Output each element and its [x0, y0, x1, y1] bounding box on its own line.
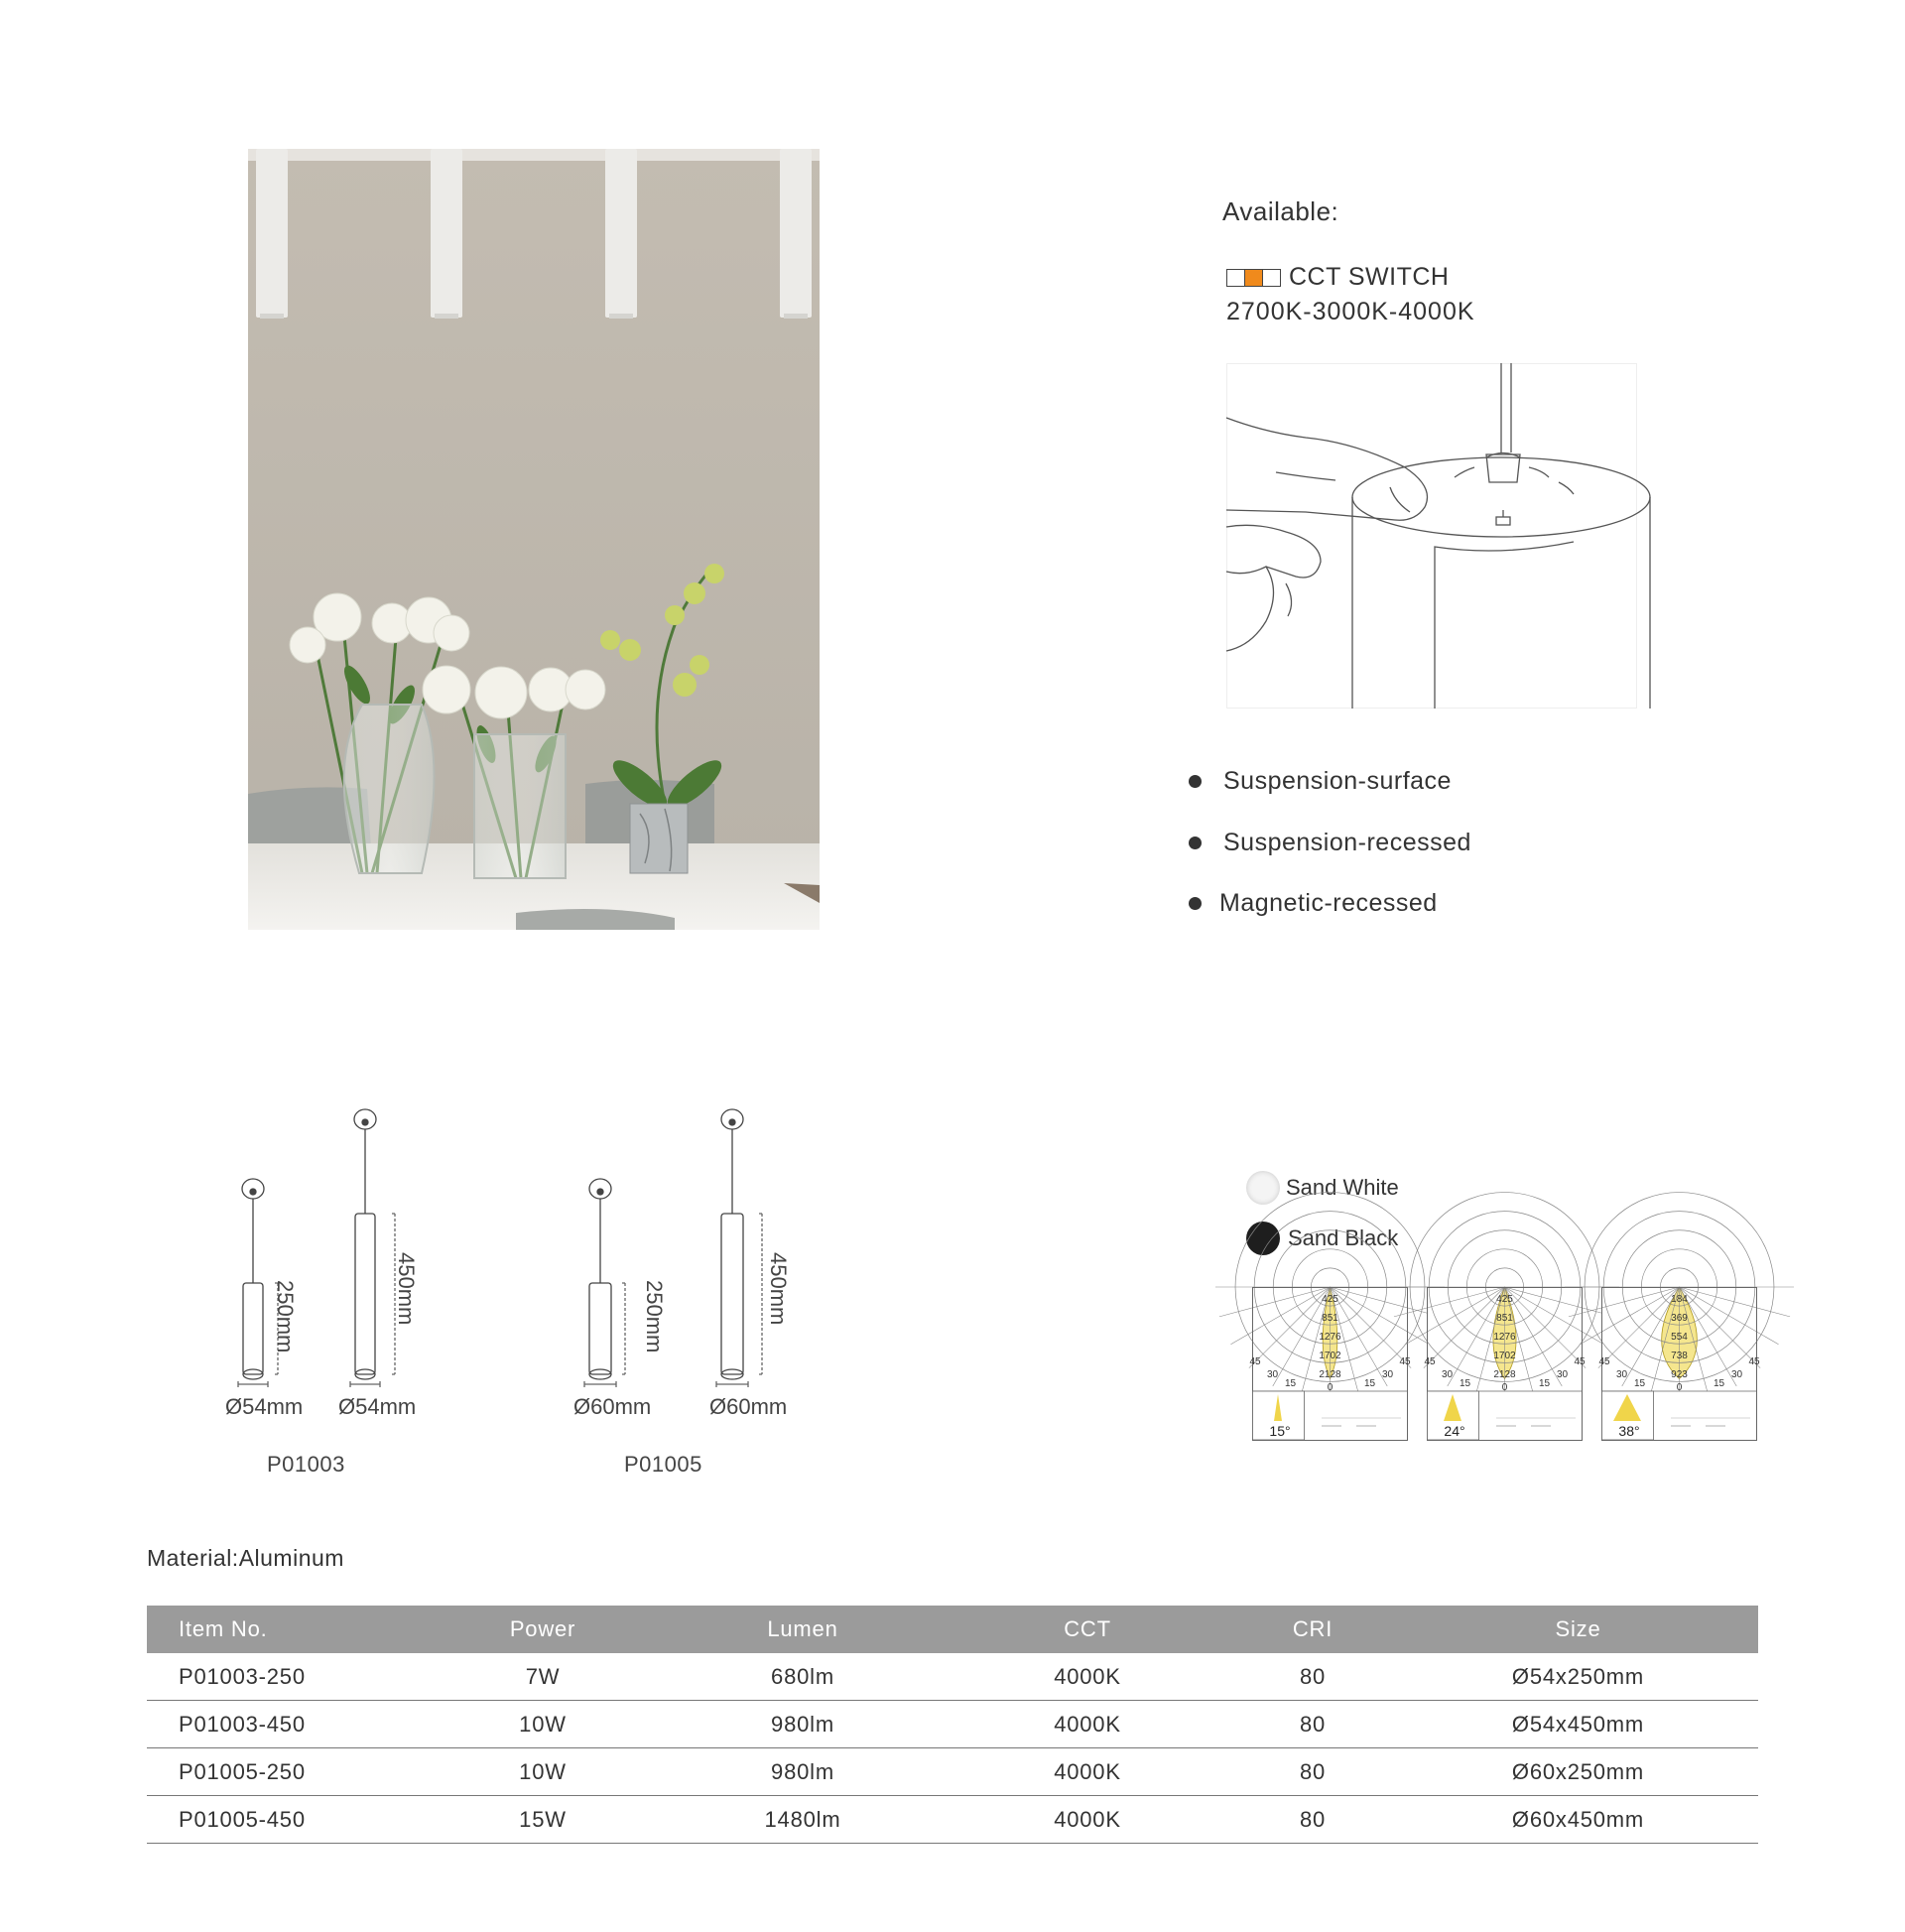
ring-label: 923	[1671, 1369, 1688, 1380]
table-cell: P01003-450	[147, 1701, 428, 1748]
cct-switch-illustration	[1226, 363, 1637, 708]
finish-sand-white: Sand White	[1246, 1171, 1399, 1205]
height-label: 450mm	[766, 1252, 791, 1326]
diameter-label: Ø60mm	[709, 1394, 788, 1419]
mount-option-suspension-recessed: Suspension-recessed	[1189, 829, 1471, 857]
table-cell: P01005-250	[147, 1748, 428, 1796]
table-cell: Ø54x450mm	[1398, 1701, 1758, 1748]
ring-label: 851	[1496, 1313, 1513, 1324]
angle-tick-label: 15	[1284, 1378, 1297, 1389]
cct-switch-text: CCT SWITCH	[1289, 263, 1450, 291]
angle-tick-label: 15	[1459, 1378, 1471, 1389]
table-row	[147, 1796, 1758, 1844]
table-cell: 10W	[428, 1748, 658, 1796]
angle-tick-label: 45	[1598, 1356, 1610, 1367]
model-name: P01005	[624, 1452, 702, 1477]
finish-sand-black: Sand Black	[1246, 1222, 1398, 1255]
height-label: 250mm	[273, 1280, 298, 1353]
angle-tick-label: 45	[1399, 1356, 1411, 1367]
table-cell: 4000K	[948, 1796, 1227, 1844]
ring-label: 1276	[1319, 1332, 1341, 1343]
table-cell: 980lm	[658, 1701, 948, 1748]
table-cell: Ø60x250mm	[1398, 1748, 1758, 1796]
table-cell: Ø54x250mm	[1398, 1653, 1758, 1701]
table-cell: 4000K	[948, 1701, 1227, 1748]
cct-switch-icon	[1226, 269, 1281, 287]
cct-switch-label	[1226, 263, 1449, 292]
ring-label: 554	[1671, 1332, 1688, 1343]
sand-black-swatch	[1246, 1222, 1280, 1255]
ring-label: 2128	[1493, 1369, 1516, 1380]
angle-tick-label: 45	[1748, 1356, 1760, 1367]
bullet-icon	[1189, 775, 1202, 788]
beam-angle-chart	[1598, 1287, 1760, 1441]
cct-range: 2700K-3000K-4000K	[1226, 298, 1475, 325]
bullet-icon	[1189, 897, 1202, 910]
available-title: Available:	[1222, 196, 1339, 226]
bullet-icon	[1189, 837, 1202, 849]
angle-tick-label: 30	[1266, 1369, 1279, 1380]
dimension-drawing-p01005	[566, 1101, 794, 1389]
col-item-no: Item No.	[147, 1606, 428, 1653]
angle-tick-label: 45	[1424, 1356, 1436, 1367]
table-cell: 80	[1227, 1653, 1398, 1701]
table-cell: 10W	[428, 1701, 658, 1748]
beam-angle-label: 38°	[1618, 1423, 1640, 1439]
height-label: 250mm	[642, 1280, 667, 1353]
table-cell: 680lm	[658, 1653, 948, 1701]
table-cell: 4000K	[948, 1748, 1227, 1796]
beam-angle-chart	[1249, 1287, 1411, 1441]
angle-tick-label: 15	[1633, 1378, 1646, 1389]
beam-angle-label: 15°	[1269, 1423, 1291, 1439]
col-size: Size	[1398, 1606, 1758, 1653]
angle-tick-label: 30	[1441, 1369, 1454, 1380]
ring-label: 1702	[1319, 1351, 1341, 1361]
table-cell: P01005-450	[147, 1796, 428, 1844]
table-cell: P01003-250	[147, 1653, 428, 1701]
table-cell: 4000K	[948, 1653, 1227, 1701]
diameter-label: Ø60mm	[573, 1394, 652, 1419]
col-power: Power	[428, 1606, 658, 1653]
ring-label: 184	[1671, 1294, 1688, 1305]
ring-label: 851	[1322, 1313, 1338, 1324]
spec-table	[147, 1606, 1758, 1844]
col-cri: CRI	[1227, 1606, 1398, 1653]
table-row	[147, 1653, 1758, 1701]
mount-option-suspension-surface: Suspension-surface	[1189, 767, 1452, 796]
mount-option-magnetic-recessed: Magnetic-recessed	[1189, 889, 1438, 918]
angle-tick-label: 0	[1327, 1382, 1334, 1393]
angle-tick-label: 15	[1363, 1378, 1376, 1389]
model-name: P01003	[267, 1452, 345, 1477]
table-cell: 15W	[428, 1796, 658, 1844]
table-cell: Ø60x450mm	[1398, 1796, 1758, 1844]
product-photo	[248, 149, 820, 930]
angle-tick-label: 30	[1615, 1369, 1628, 1380]
angle-tick-label: 15	[1713, 1378, 1725, 1389]
ring-label: 425	[1322, 1294, 1338, 1305]
table-row	[147, 1748, 1758, 1796]
angle-tick-label: 0	[1501, 1382, 1508, 1393]
dimension-drawing-p01003	[218, 1101, 446, 1389]
table-cell: 980lm	[658, 1748, 948, 1796]
ring-label: 2128	[1319, 1369, 1341, 1380]
col-cct: CCT	[948, 1606, 1227, 1653]
ring-label: 1702	[1493, 1351, 1516, 1361]
col-lumen: Lumen	[658, 1606, 948, 1653]
diameter-label: Ø54mm	[225, 1394, 304, 1419]
angle-tick-label: 30	[1730, 1369, 1743, 1380]
ring-label: 738	[1671, 1351, 1688, 1361]
table-cell: 80	[1227, 1748, 1398, 1796]
beam-angle-label: 24°	[1444, 1423, 1465, 1439]
table-cell: 80	[1227, 1796, 1398, 1844]
material-label: Material:Aluminum	[147, 1545, 344, 1571]
angle-tick-label: 15	[1538, 1378, 1551, 1389]
diameter-label: Ø54mm	[338, 1394, 417, 1419]
angle-tick-label: 30	[1381, 1369, 1394, 1380]
ring-label: 369	[1671, 1313, 1688, 1324]
table-cell: 80	[1227, 1701, 1398, 1748]
sand-white-swatch	[1246, 1171, 1280, 1205]
angle-tick-label: 45	[1249, 1356, 1261, 1367]
beam-angle-chart	[1424, 1287, 1586, 1441]
table-cell: 1480lm	[658, 1796, 948, 1844]
angle-tick-label: 30	[1556, 1369, 1569, 1380]
ring-label: 425	[1496, 1294, 1513, 1305]
table-row	[147, 1701, 1758, 1748]
angle-tick-label: 0	[1676, 1382, 1683, 1393]
table-cell: 7W	[428, 1653, 658, 1701]
angle-tick-label: 45	[1574, 1356, 1586, 1367]
height-label: 450mm	[394, 1252, 419, 1326]
table-header-row	[147, 1606, 1758, 1653]
ring-label: 1276	[1493, 1332, 1516, 1343]
